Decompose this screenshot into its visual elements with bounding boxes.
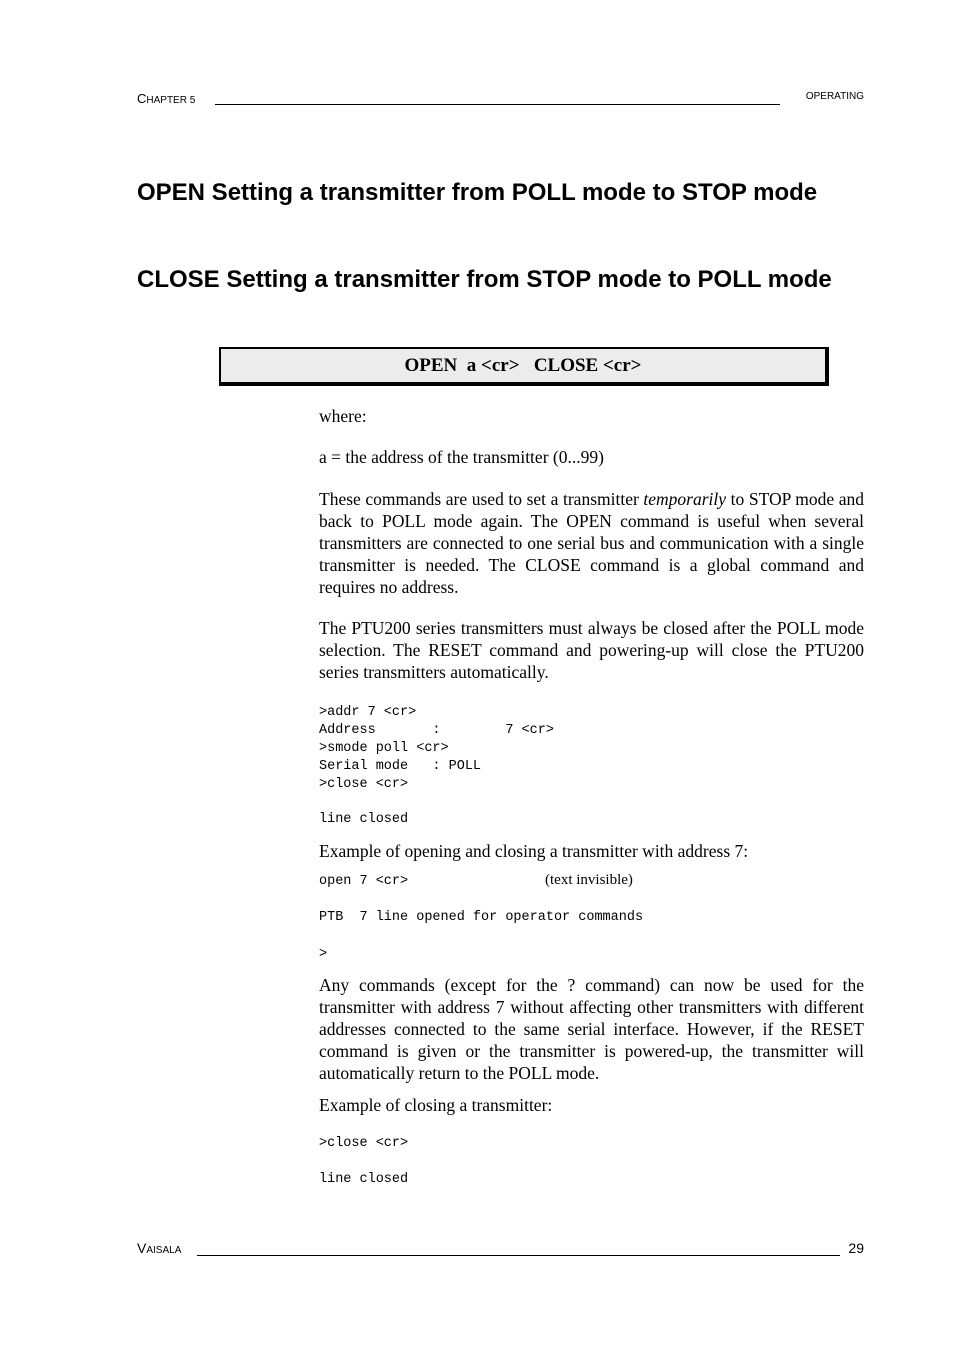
page-number: 29 xyxy=(848,1240,864,1256)
example-close-caption: Example of closing a transmitter: xyxy=(319,1095,553,1115)
p1-emphasis: temporarily xyxy=(643,489,727,509)
syntax-box xyxy=(219,347,829,386)
page-header xyxy=(137,91,864,109)
text-invisible-note: (text invisible) xyxy=(545,872,633,888)
syntax-close: CLOSE <cr> xyxy=(533,355,642,376)
p1-text-start: These commands are used to set a transmitter xyxy=(319,489,644,509)
chapter-cap: C xyxy=(137,91,147,106)
footer-rule xyxy=(197,1255,840,1256)
syntax-open: OPEN a <cr> xyxy=(404,355,520,376)
footer-brand xyxy=(137,1240,181,1256)
code-open-result: PTB 7 line opened for operator commands xyxy=(319,910,644,925)
example-open-caption: Example of opening and closing a transmitter with address 7: xyxy=(319,841,749,861)
brand-rest: AISALA xyxy=(146,1245,182,1256)
section-label: OPERATING xyxy=(805,91,864,102)
chapter-label xyxy=(137,91,195,106)
paragraph-description xyxy=(319,488,864,598)
syntax-gap xyxy=(520,355,534,376)
paragraph-ptu200: The PTU200 series transmitters must always be closed after the POLL mode selection. The RESET command and powering-up will close the PTU200 series transmitters automatically. xyxy=(319,618,864,682)
code-result-closed: line closed xyxy=(319,812,409,827)
chapter-rest: HAPTER 5 xyxy=(146,95,196,106)
code-close-result: line closed xyxy=(319,1172,409,1187)
paragraph-any-commands: Any commands (except for the ? command) can now be used for the transmitter with address 7 without affecting other transmitters with different addresses connected to the same serial interface. However, if the RESET command is given or the transmitter is powered-up, the transmitter will automatically return to the POLL mode. xyxy=(319,975,864,1083)
code-prompt: > xyxy=(319,947,328,962)
code-open-command: open 7 <cr> xyxy=(319,874,409,889)
code-close-command: >close <cr> xyxy=(319,1136,409,1151)
where-label: where: xyxy=(319,406,367,426)
code-example-poll: >addr 7 <cr> Address : 7 <cr> >smode poll <cr> Serial mode : POLL >close <cr> xyxy=(319,705,554,792)
heading-close: CLOSE Setting a transmitter from STOP mode to POLL mode xyxy=(137,266,832,293)
page-footer xyxy=(137,1240,864,1258)
heading-open: OPEN Setting a transmitter from POLL mode to STOP mode xyxy=(137,179,818,206)
header-rule xyxy=(215,104,780,105)
brand-cap: V xyxy=(137,1240,147,1256)
param-a-definition: a = the address of the transmitter (0...99) xyxy=(319,447,604,467)
p1-text-end: to STOP mode and back to POLL mode again. The OPEN command is useful when several transmitters are connected to one serial bus and communication with a single transmitter is needed. The CLOSE command is a global command and requires no address. xyxy=(319,489,864,597)
